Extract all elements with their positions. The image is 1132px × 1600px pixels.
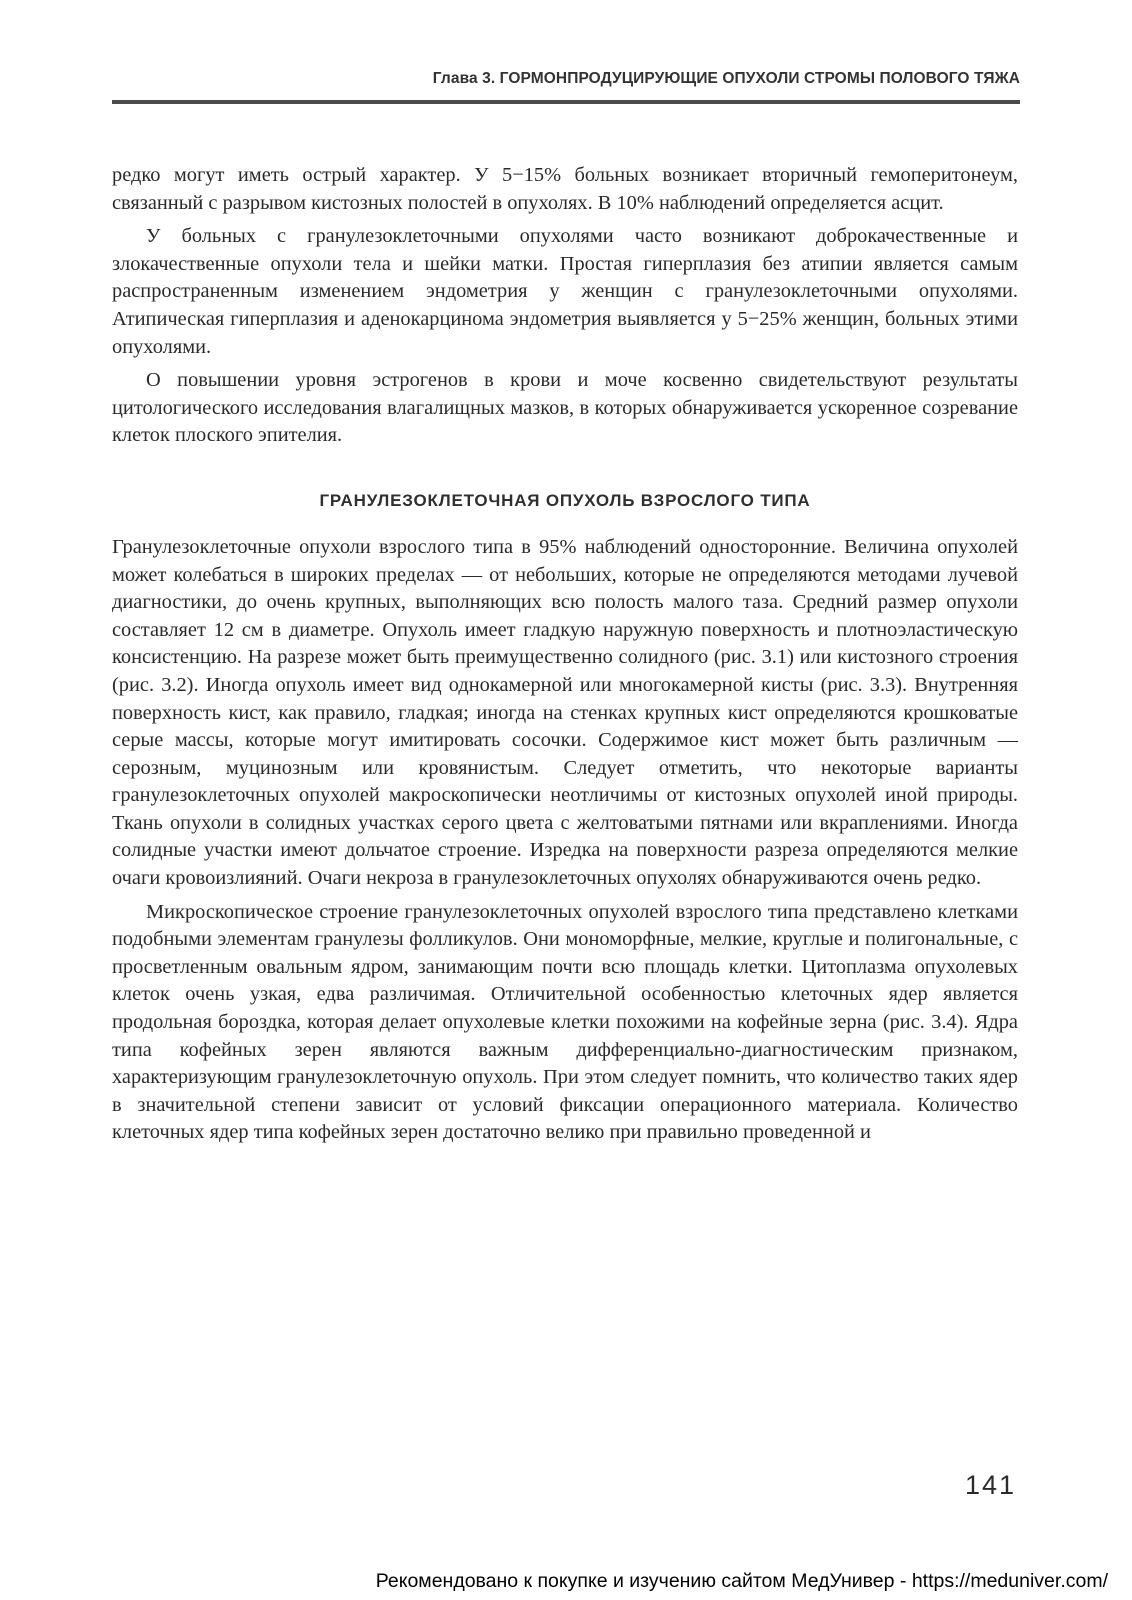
body-paragraph: редко могут иметь острый характер. У 5−15% больных возникает вторичный гемоперитонеум, связанный с разрывом кистозных полостей в опухолях. В 10% наблюдений определяется асцит. [112, 164, 1018, 214]
page-number: 141 [964, 1470, 1016, 1500]
body-paragraph: Микроскопическое строение гранулезоклеточных опухолей взрослого типа представлено клетками подобными элементам гранулезы фолликулов. Они мономорфные, мелкие, круглые и полигональные, с просветленным овальным ядром, занимающим почти всю площадь клетки. Цитоплазма опухолевых клеток очень узкая, едва различимая. Отличительной особенностью клеточных ядер является продольная бороздка, которая делает опухолевые клетки похожими на кофейные зерна (рис. 3.4). Ядра типа кофейных зерен являются важным дифференциально-диагностическим признаком, характеризующим гранулезоклеточную опухоль. При этом следует помнить, что количество таких ядер в значительной степени зависит от условий фиксации операционного материала. Количество клеточных ядер типа кофейных зерен достаточно велико при правильно проведенной и [112, 900, 1018, 1144]
section-heading: ГРАНУЛЕЗОКЛЕТОЧНАЯ ОПУХОЛЬ ВЗРОСЛОГО ТИПА [319, 490, 811, 510]
body-paragraph: У больных с гранулезоклеточными опухолями часто возникают доброкачественные и злокачественные опухоли тела и шейки матки. Простая гиперплазия без атипии является самым распространенным изменением эндометрия у женщин с гранулезоклеточными опухолями. Атипическая гиперплазия и аденокарцинома эндометрия выявляется у 5−25% женщин, больных этими опухолями. [112, 225, 1018, 358]
body-paragraph: О повышении уровня эстрогенов в крови и моче косвенно свидетельствуют результаты цитологического исследования влагалищных мазков, в которых обнаруживается ускоренное созревание клеток плоского эпителия. [112, 369, 1018, 447]
footer-recommendation-link[interactable]: Рекомендовано к покупке и изучению сайтом МедУнивер - https://meduniver.com/ [375, 1570, 1108, 1592]
header-rule [112, 100, 1020, 104]
page-body [112, 162, 1018, 1153]
body-paragraph: Гранулезоклеточные опухоли взрослого типа в 95% наблюдений односторонние. Величина опухолей может колебаться в широких пределах — от небольших, которые не определяются методами лучевой диагностики, до очень крупных, выполняющих всю полость малого таза. Средний размер опухоли составляет 12 см в диаметре. Опухоль имеет гладкую наружную поверхность и плотноэластическую консистенцию. На разрезе может быть преимущественно солидного (рис. 3.1) или кистозного строения (рис. 3.2). Иногда опухоль имеет вид однокамерной или многокамерной кисты (рис. 3.3). Внутренняя поверхность кист, как правило, гладкая; иногда на стенках крупных кист определяются крошковатые серые массы, которые могут имитировать сосочки. Содержимое кист может быть различным — серозным, муцинозным или кровянистым. Следует отметить, что некоторые варианты гранулезоклеточных опухолей макроскопически неотличимы от кистозных опухолей иной природы. Ткань опухоли в солидных участках серого цвета с желтоватыми пятнами или вкраплениями. Иногда солидные участки имеют дольчатое строение. Изредка на поверхности разреза определяются мелкие очаги кровоизлияний. Очаги некроза в гранулезоклеточных опухолях обнаруживаются очень редко. [112, 535, 1018, 890]
running-header-title: Глава 3. ГОРМОНПРОДУЦИРУЮЩИЕ ОПУХОЛИ СТРОМЫ ПОЛОВОГО ТЯЖА [432, 70, 1020, 87]
